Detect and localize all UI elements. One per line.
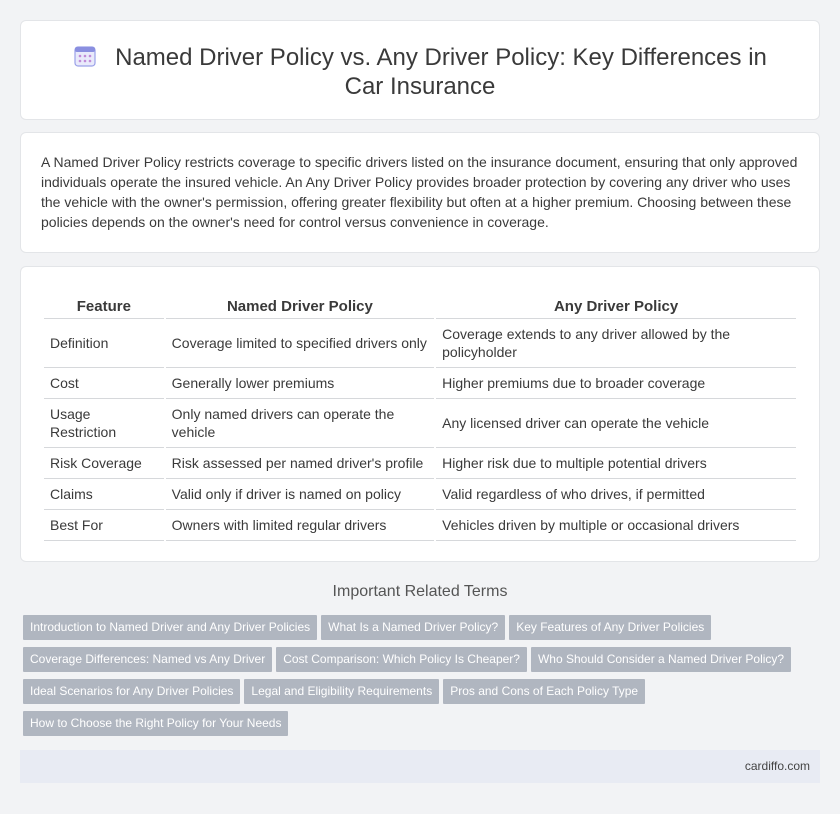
related-terms-heading: Important Related Terms (332, 583, 508, 600)
footer (20, 750, 820, 783)
table-row (44, 368, 796, 399)
related-term-tag[interactable]: Ideal Scenarios for Any Driver Policies (23, 679, 240, 704)
page-title-container (51, 43, 789, 101)
any-driver-cell: Valid regardless of who drives, if permitted (436, 479, 796, 510)
any-driver-cell: Vehicles driven by multiple or occasional drivers (436, 510, 796, 541)
named-driver-cell: Coverage limited to specified drivers only (166, 319, 434, 368)
footer-site-link[interactable]: cardiffo.com (744, 759, 810, 773)
any-driver-cell: Any licensed driver can operate the vehicle (436, 399, 796, 448)
related-term-tag[interactable]: Key Features of Any Driver Policies (509, 615, 711, 640)
comparison-table-card (20, 266, 820, 562)
feature-cell: Usage Restriction (44, 399, 164, 448)
named-driver-cell: Risk assessed per named driver's profile (166, 448, 434, 479)
calendar-icon (73, 44, 97, 68)
table-row (44, 448, 796, 479)
table-row (44, 399, 796, 448)
header-any-driver: Any Driver Policy (436, 295, 796, 319)
named-driver-cell: Generally lower premiums (166, 368, 434, 399)
related-term-tag[interactable]: Introduction to Named Driver and Any Driver Policies (23, 615, 317, 640)
related-term-tag[interactable]: How to Choose the Right Policy for Your Needs (23, 711, 288, 736)
intro-card (20, 132, 820, 253)
comparison-table (42, 295, 798, 541)
feature-cell: Cost (44, 368, 164, 399)
named-driver-cell: Owners with limited regular drivers (166, 510, 434, 541)
named-driver-cell: Valid only if driver is named on policy (166, 479, 434, 510)
related-term-tag[interactable]: Who Should Consider a Named Driver Policy? (531, 647, 791, 672)
header-named-driver: Named Driver Policy (166, 295, 434, 319)
related-term-tag[interactable]: What Is a Named Driver Policy? (321, 615, 505, 640)
intro-paragraph: A Named Driver Policy restricts coverage to specific drivers listed on the insurance document, ensuring that only approved individuals operate the insured vehicle. An Any Driver Policy provides broader protection by covering any driver who uses the vehicle with the owner's permission, offering greater flexibility but often at a higher premium. Choosing between these policies depends on the owner's need for control versus convenience in coverage. (41, 154, 798, 230)
related-term-tag[interactable]: Cost Comparison: Which Policy Is Cheaper? (276, 647, 527, 672)
table-row (44, 510, 796, 541)
feature-cell: Claims (44, 479, 164, 510)
table-row (44, 319, 796, 368)
related-term-tag[interactable]: Legal and Eligibility Requirements (244, 679, 439, 704)
any-driver-cell: Higher risk due to multiple potential drivers (436, 448, 796, 479)
table-header-row (44, 295, 796, 319)
related-term-tag[interactable]: Coverage Differences: Named vs Any Driver (23, 647, 272, 672)
feature-cell: Best For (44, 510, 164, 541)
feature-cell: Risk Coverage (44, 448, 164, 479)
header-feature: Feature (44, 295, 164, 319)
named-driver-cell: Only named drivers can operate the vehicle (166, 399, 434, 448)
related-terms-tags (23, 615, 813, 743)
page-title: Named Driver Policy vs. Any Driver Policy: Key Differences in Car Insurance (115, 44, 767, 100)
related-term-tag[interactable]: Pros and Cons of Each Policy Type (443, 679, 645, 704)
feature-cell: Definition (44, 319, 164, 368)
title-card (20, 20, 820, 120)
any-driver-cell: Higher premiums due to broader coverage (436, 368, 796, 399)
table-row (44, 479, 796, 510)
any-driver-cell: Coverage extends to any driver allowed by the policyholder (436, 319, 796, 368)
